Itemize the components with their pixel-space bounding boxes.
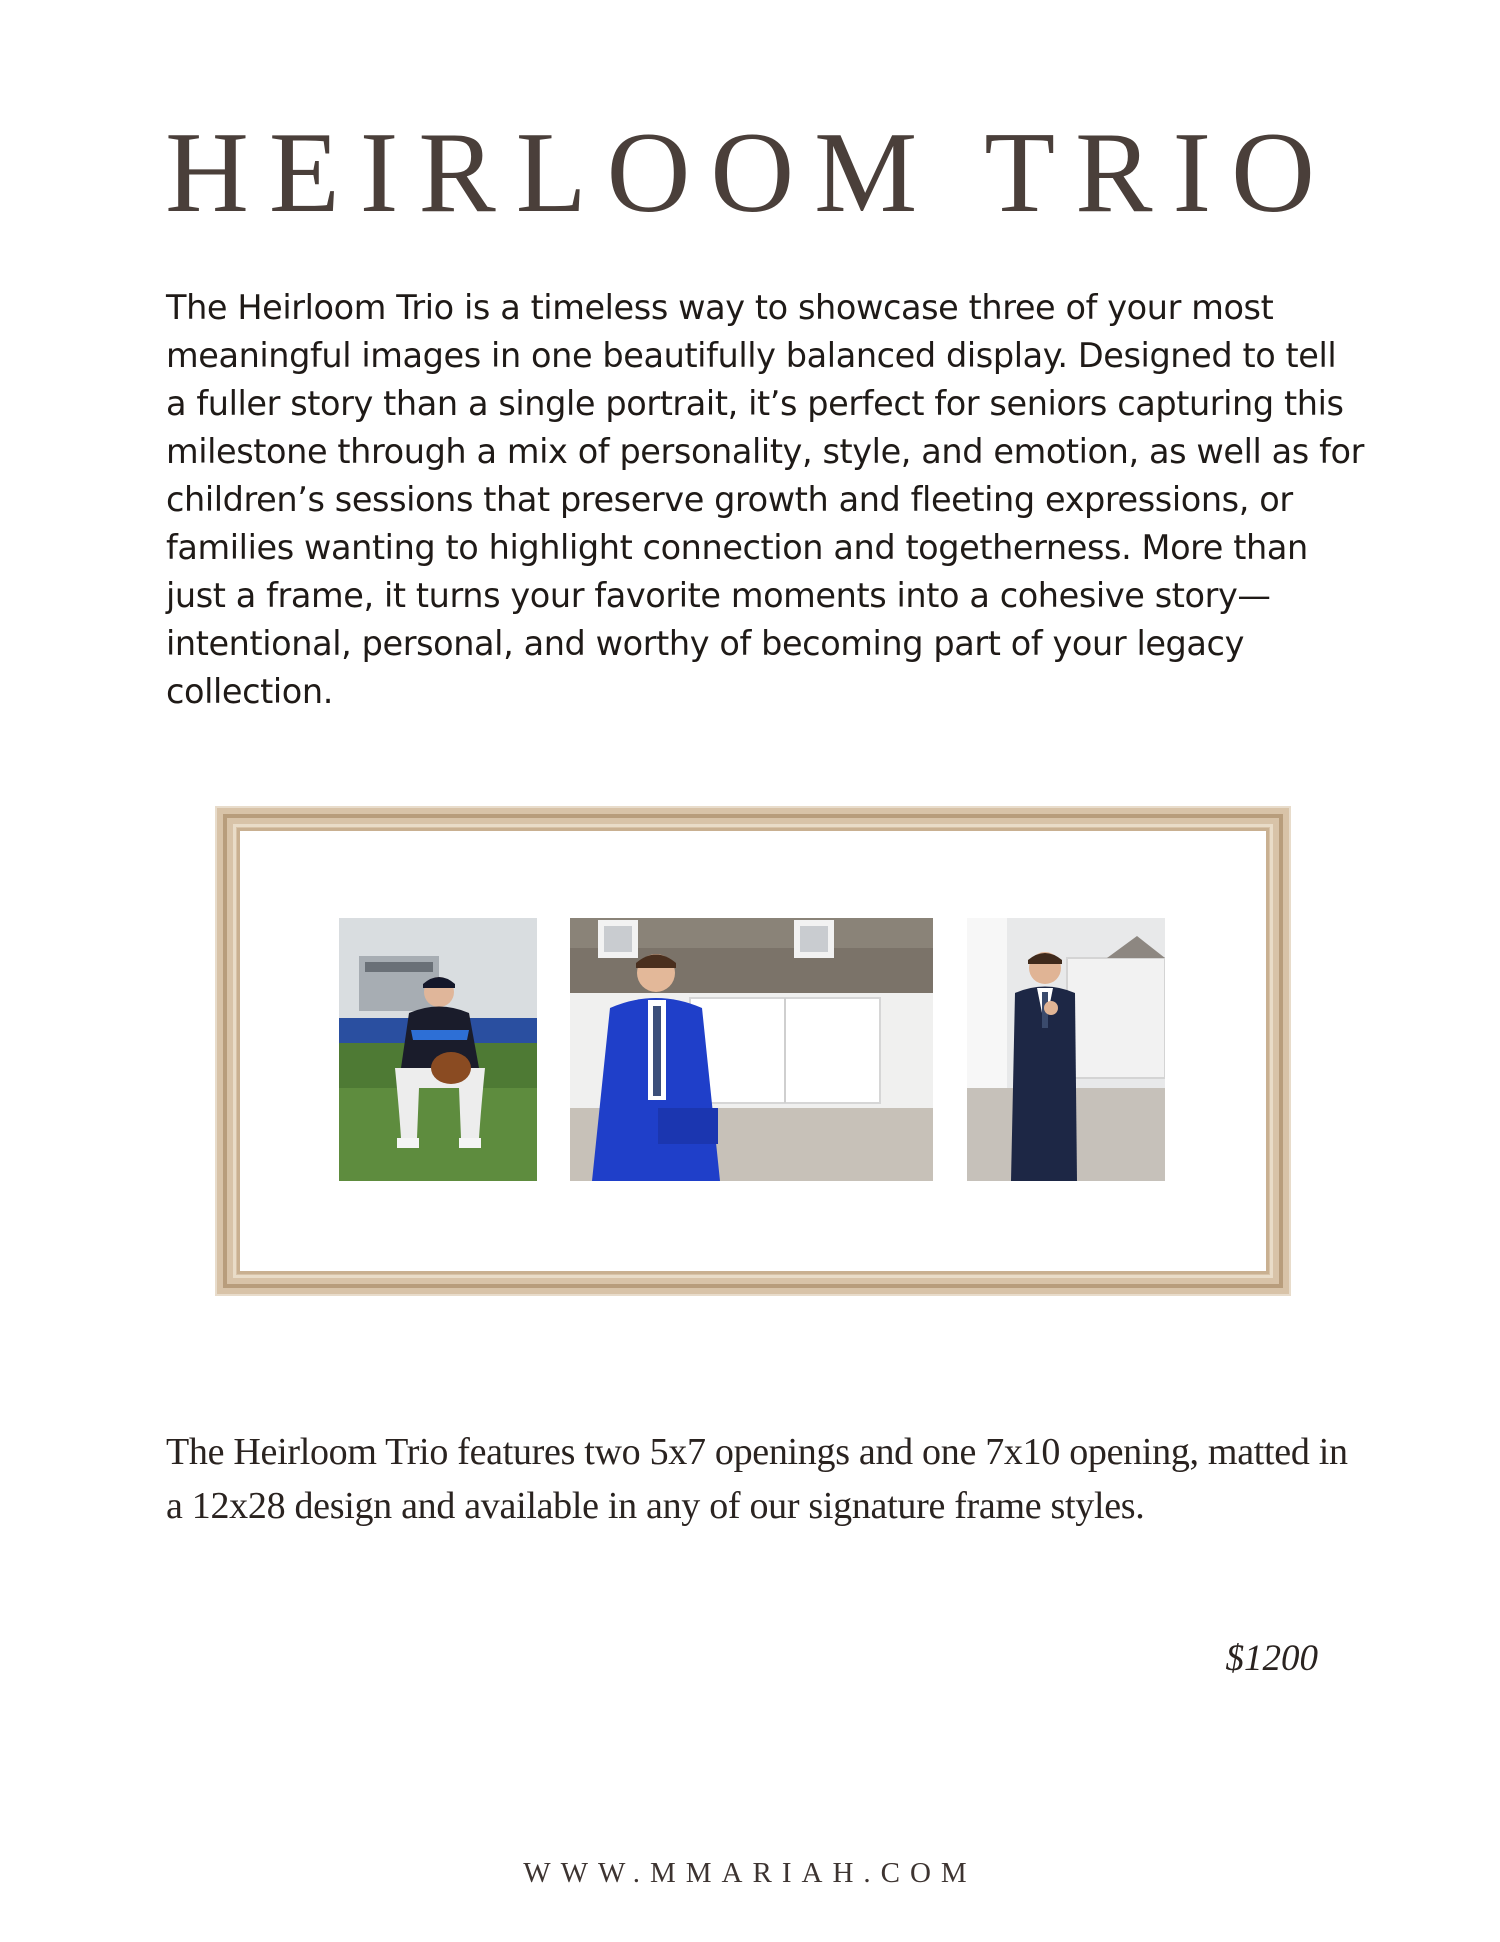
details-paragraph: The Heirloom Trio features two 5x7 openings and one 7x10 opening, matted in a 12x28 design and available in any of our signature frame styles.: [166, 1431, 1348, 1527]
graduation-portrait-photo: [570, 918, 933, 1181]
intro-paragraph: The Heirloom Trio is a timeless way to showcase three of your most meaningful images in one beautifully balanced display. Designed to tell a fuller story than a single portrait, it’s perfect for seniors capturing this milestone through a mix of personality, style, and emotion, as well as for children’s sessions that preserve growth and fleeting expressions, or families wanting to highlight connection and togetherness. More than just a frame, it turns your favorite moments into a cohesive story—intentional, personal, and worthy of becoming part of your legacy collection.: [166, 288, 1364, 711]
website-link[interactable]: WWW.MMARIAH.COM: [523, 1857, 977, 1889]
baseball-portrait-photo: [339, 918, 537, 1181]
frame-mockup: [217, 808, 1289, 1294]
suit-portrait-photo: [967, 918, 1165, 1181]
price-label: $1200: [1225, 1638, 1318, 1679]
page-title: HEIRLOOM TRIO: [165, 109, 1335, 237]
